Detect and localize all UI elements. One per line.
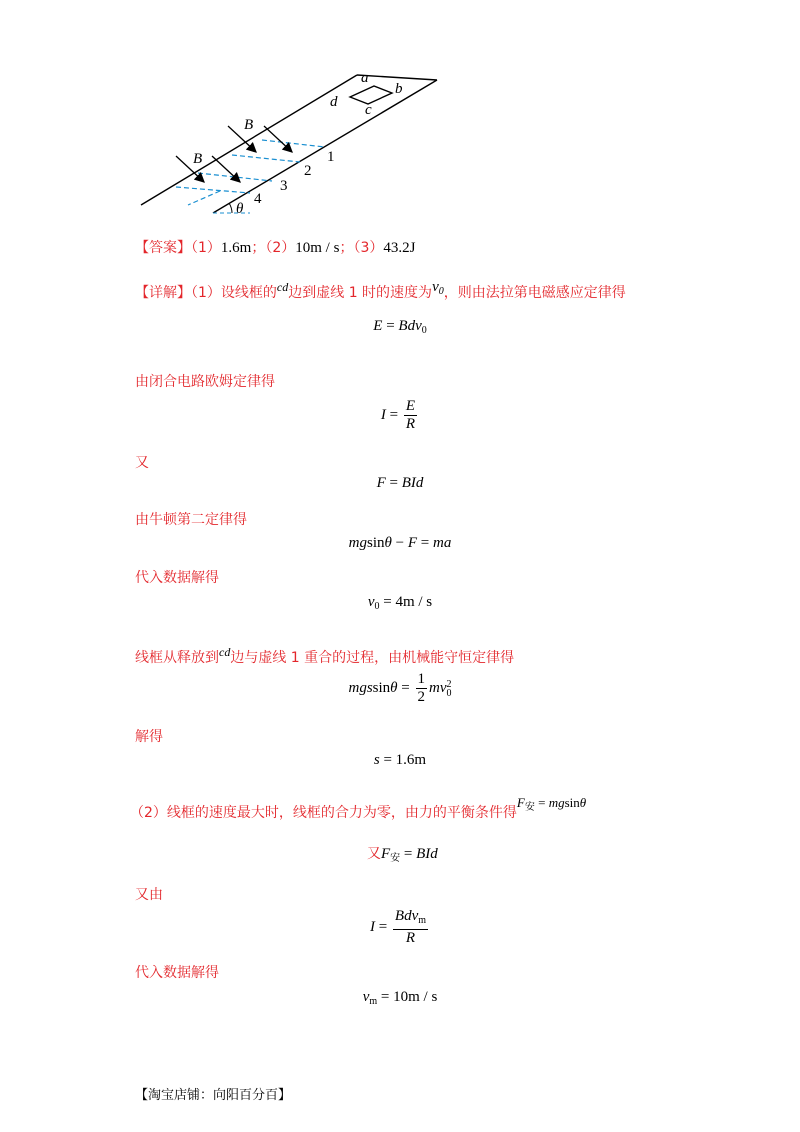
answer-2: 10m / s: [295, 240, 340, 256]
text-substitute-2: 代入数据解得: [135, 965, 219, 981]
dashed-line-2: [232, 155, 300, 162]
text-release: 线框从释放到cd边与虚线 1 重合的过程，由机械能守恒定律得: [135, 645, 515, 666]
text-youyou: 又由: [135, 887, 163, 903]
label-B-lower: B: [193, 151, 203, 167]
angle-arc: [229, 203, 232, 213]
eq-force: F = BId: [376, 475, 424, 491]
detail-intro: 【详解】（1）设线框的cd边到虚线 1 时的速度为$v_0$，则由法拉第电磁感应定律得: [135, 279, 626, 301]
text-substitute-1: 代入数据解得: [135, 570, 219, 586]
footer-shop: 【淘宝店铺：向阳百分百】: [135, 1088, 292, 1103]
text-ohm: 由闭合电路欧姆定律得: [135, 374, 275, 390]
label-a: a: [361, 70, 369, 86]
incline-diagram: [130, 62, 450, 222]
rail-upper: [141, 75, 357, 205]
eq-v0: $v_0 = 4m / s$: [367, 594, 433, 612]
eq-emf: E = Bdv$_0$: [373, 318, 427, 336]
label-b: b: [395, 81, 403, 97]
label-c: c: [365, 102, 372, 118]
text-you-1: 又: [135, 455, 149, 471]
answer-3: 43.2J: [383, 240, 416, 256]
label-B-upper: B: [244, 117, 254, 133]
text-part-2: （2）线框的速度最大时，线框的合力为零，由力的平衡条件得$F_安 = mgsin\theta$: [130, 795, 587, 821]
text-newton: 由牛顿第二定律得: [135, 512, 247, 528]
label-line-2: 2: [304, 163, 312, 179]
eq-current: I = $\frac{E}{R}$: [380, 398, 416, 432]
detail-tag: 【详解】: [135, 285, 191, 301]
text-jiede: 解得: [135, 729, 163, 745]
rail-lower: [213, 80, 437, 213]
dashed-line-4: [176, 187, 250, 193]
eq-current-max: I = $\frac{Bdv_m}{R}$: [369, 908, 427, 946]
dashed-line-5: [188, 191, 220, 205]
eq-energy: mgssinθ = $\frac{1}{2}$ mv 2 0: [348, 671, 452, 705]
answer-tag: 【答案】: [135, 240, 191, 256]
eq-s: s = 1.6m: [373, 752, 427, 768]
answer-1: 1.6m: [220, 240, 252, 256]
eq-vm: $v_m = 10m / s$: [362, 989, 438, 1007]
rail-top: [357, 75, 437, 80]
label-d: d: [330, 94, 338, 110]
label-line-3: 3: [280, 178, 288, 194]
field-arrow-2: [264, 126, 292, 152]
field-arrow-4: [212, 156, 240, 182]
eq-newton: mgsinθ − F = ma: [348, 535, 452, 551]
eq-ampere-line: 又$F_安$ = BId: [367, 846, 438, 864]
label-line-4: 4: [254, 191, 262, 207]
dashed-line-1: [262, 140, 325, 147]
label-line-1: 1: [327, 149, 335, 165]
answer-line: 【答案】（1）1.6m；（2）10m / s；（3）43.2J: [135, 240, 416, 256]
label-theta: θ: [236, 201, 244, 217]
